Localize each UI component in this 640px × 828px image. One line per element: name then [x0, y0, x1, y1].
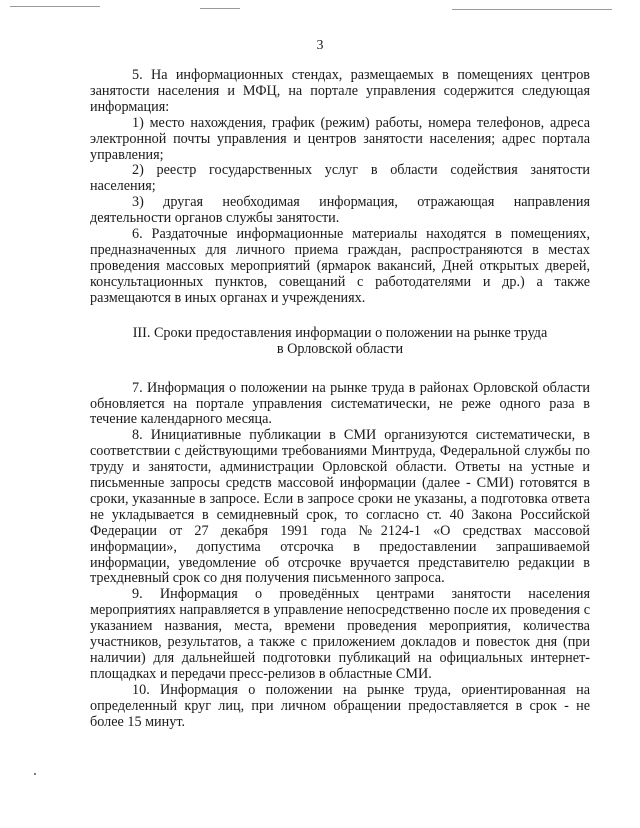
scan-line-left [10, 6, 100, 7]
document-body [90, 68, 590, 731]
paragraph-7: 7. Информация о положении на рынке труда в районах Орловской области обновляется на портале управления систематически, не реже одного раза в течение календарного месяца. [90, 379, 590, 428]
paragraph-5-item-2: 2) реестр государственных услуг в области содействия занятости населения; [90, 162, 590, 195]
paragraph-10: 10. Информация о положении на рынке труда, ориентированная на определенный круг лиц, при личном обращении предоставляется в срок - не более 15 минут. [90, 681, 590, 730]
section-heading-line-2: в Орловской области [276, 340, 404, 357]
paragraph-5-item-1: 1) место нахождения, график (режим) работы, номера телефонов, адреса электронной почты управления и центров занятости населения; адрес портала управления; [90, 114, 590, 163]
paragraph-6: 6. Раздаточные информационные материалы находятся в помещениях, предназначенных для личного приема граждан, распространяются в местах проведения массовых мероприятий (ярмарок вакансий, Дней открытых дверей, консультационных пунктов, совещаний с работодателями и др.) а также размещаются в иных органах и учреждениях. [90, 226, 590, 306]
paragraph-9: 9. Информация о проведённых центрами занятости населения мероприятиях направляется в управление непосредственно после их проведения с указанием названия, места, времени проведения мероприятия, количества участников, результатов, а также с приложением докладов и повесток дня (при наличии) для дальнейшей подготовки публикаций на официальных интернет-площадках и передачи пресс-релизов в областные СМИ. [90, 586, 590, 682]
paragraph-5-item-3: 3) другая необходимая информация, отражающая направления деятельности органов службы занятости. [90, 194, 590, 227]
scan-line-mid [200, 8, 240, 9]
scan-speck [34, 773, 36, 775]
section-heading-line-1: III. Сроки предоставления информации о положении на рынке труда [132, 324, 548, 341]
paragraph-5: 5. На информационных стендах, размещаемых в помещениях центров занятости населения и МФЦ, на портале управления содержится следующая информация: [90, 67, 590, 115]
paragraph-8: 8. Инициативные публикации в СМИ организуются систематически, в соответствии с действующими требованиями Минтруда, Федеральной службы по труду и занятости, администрации Орловской области. Ответы на устные и письменные запросы средств массовой информации (далее - СМИ) готовятся в сроки, указанные в запросе. Если в запросе сроки не указаны, а подготовка ответа не укладывается в семидневный срок, то согласно ст. 40 Закона Российской Федерации от 27 декабря 1991 года №2124-1 «О средствах массовой информации», допустима отсрочка в предоставлении запрашиваемой информации, уведомление об отсрочке вручается представителю редакции в трехдневный срок со дня получения письменного запроса. [90, 427, 590, 587]
section-heading [90, 325, 590, 357]
scan-line-right [452, 9, 612, 10]
page-number: 3 [316, 38, 324, 53]
